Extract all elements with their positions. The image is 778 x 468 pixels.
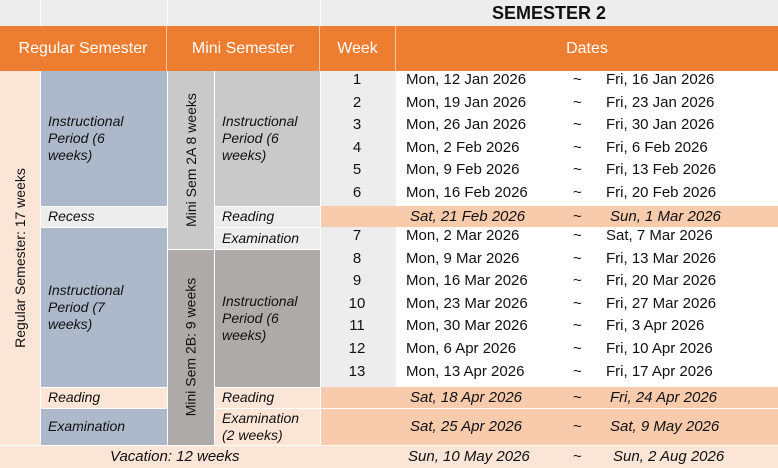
week-number: 1 [352, 71, 362, 88]
week-number: 7 [352, 227, 362, 244]
week-end-date: Sat, 7 Mar 2026 [606, 227, 713, 244]
week-row [320, 315, 778, 338]
reading-start: Sat, 18 Apr 2026 [410, 389, 523, 406]
instructional-period-1: Instructional Period (6 weeks) [40, 71, 167, 206]
week-start-date: Mon, 9 Feb 2026 [406, 161, 520, 179]
title-left-blank [0, 0, 320, 26]
week-start-date: Mon, 23 Mar 2026 [406, 294, 528, 312]
mini-examination-b: Examination (2 weeks) [214, 408, 320, 445]
week-end-date: Fri, 16 Jan 2026 [606, 71, 715, 88]
recess-start: Sat, 21 Feb 2026 [410, 208, 526, 225]
regular-semester-vertical-label: Regular Semester: 17 weeks [12, 168, 29, 348]
recess-cell: Recess [40, 206, 167, 227]
week-number: 11 [349, 317, 365, 335]
week-start-date: Mon, 12 Jan 2026 [406, 71, 527, 88]
exam-end: Sat, 9 May 2026 [610, 418, 720, 435]
week-row [320, 338, 778, 361]
week-end-date: Fri, 20 Feb 2026 [606, 184, 717, 201]
recess-dates [320, 206, 778, 227]
mini-sem-2a-label: Mini Sem 2A 8 weeks [182, 93, 199, 227]
week-row [320, 182, 778, 205]
week-row [320, 361, 778, 384]
week-row [320, 92, 778, 115]
vacation-separator: ~ [573, 448, 582, 465]
week-start-date: Mon, 26 Jan 2026 [406, 116, 527, 134]
week-start-date: Mon, 16 Feb 2026 [406, 184, 528, 201]
week-number: 6 [352, 184, 362, 201]
regular-semester-vertical [0, 71, 40, 445]
recess-end: Sun, 1 Mar 2026 [610, 208, 721, 225]
week-separator: ~ [573, 340, 582, 357]
week-row [320, 270, 778, 293]
mini-sem-2b-vertical [167, 249, 214, 445]
week-separator: ~ [573, 362, 582, 380]
mini-instructional-a: Instructional Period (6 weeks) [214, 71, 320, 206]
week-number: 9 [352, 272, 362, 290]
week-end-date: Fri, 6 Feb 2026 [606, 138, 708, 156]
instructional-period-2: Instructional Period (7 weeks) [40, 227, 167, 387]
reading-dates [320, 387, 778, 408]
week-row [320, 69, 778, 92]
week-row [320, 137, 778, 160]
week-row [320, 225, 778, 248]
week-number: 4 [352, 138, 362, 156]
vacation-end: Sun, 2 Aug 2026 [613, 448, 725, 465]
exam-dates [320, 408, 778, 445]
week-separator: ~ [573, 272, 582, 290]
week-separator: ~ [573, 116, 582, 134]
week-number: 8 [352, 249, 362, 267]
week-separator: ~ [573, 294, 582, 312]
mini-examination-a: Examination [214, 227, 320, 249]
week-start-date: Mon, 16 Mar 2026 [406, 272, 528, 290]
week-number: 12 [348, 340, 366, 357]
semester-title: SEMESTER 2 [320, 0, 778, 26]
week-end-date: Fri, 20 Mar 2026 [606, 272, 717, 290]
week-row [320, 293, 778, 316]
week-end-date: Fri, 10 Apr 2026 [606, 340, 713, 357]
week-end-date: Fri, 17 Apr 2026 [606, 362, 713, 380]
mini-sem-2a-vertical [167, 71, 214, 249]
week-end-date: Fri, 30 Jan 2026 [606, 116, 715, 134]
week-start-date: Mon, 13 Apr 2026 [406, 362, 525, 380]
week-separator: ~ [573, 161, 582, 179]
week-row [320, 159, 778, 182]
header-week: Week [320, 26, 396, 71]
exam-separator: ~ [573, 418, 582, 435]
week-separator: ~ [573, 93, 582, 111]
week-start-date: Mon, 2 Mar 2026 [406, 227, 520, 244]
week-number: 2 [352, 93, 362, 111]
reading-separator: ~ [573, 389, 582, 406]
week-end-date: Fri, 13 Mar 2026 [606, 249, 717, 267]
week-start-date: Mon, 9 Mar 2026 [406, 249, 520, 267]
reading-end: Fri, 24 Apr 2026 [610, 389, 717, 406]
week-start-date: Mon, 19 Jan 2026 [406, 93, 527, 111]
week-end-date: Fri, 13 Feb 2026 [606, 161, 717, 179]
header-dates: Dates [396, 26, 778, 71]
week-end-date: Fri, 3 Apr 2026 [606, 317, 705, 335]
reading-cell: Reading [40, 387, 167, 408]
week-number: 3 [352, 116, 362, 134]
week-start-date: Mon, 6 Apr 2026 [406, 340, 517, 357]
week-number: 13 [348, 362, 366, 380]
week-start-date: Mon, 2 Feb 2026 [406, 138, 520, 156]
week-start-date: Mon, 30 Mar 2026 [406, 317, 528, 335]
exam-start: Sat, 25 Apr 2026 [410, 418, 523, 435]
vacation-row [0, 445, 778, 468]
week-row [320, 248, 778, 271]
week-separator: ~ [573, 227, 582, 244]
week-separator: ~ [573, 71, 582, 88]
week-end-date: Fri, 23 Jan 2026 [606, 93, 715, 111]
week-separator: ~ [573, 184, 582, 201]
vacation-start: Sun, 10 May 2026 [408, 448, 530, 465]
week-separator: ~ [573, 138, 582, 156]
examination-cell: Examination [40, 408, 167, 445]
week-separator: ~ [573, 249, 582, 267]
recess-separator: ~ [573, 208, 582, 225]
week-end-date: Fri, 27 Mar 2026 [606, 294, 717, 312]
mini-reading-a: Reading [214, 206, 320, 227]
week-number: 10 [348, 294, 366, 312]
week-row [320, 114, 778, 137]
week-number: 5 [352, 161, 362, 179]
week-separator: ~ [573, 317, 582, 335]
mini-instructional-b: Instructional Period (6 weeks) [214, 249, 320, 387]
header-regular-semester: Regular Semester [0, 26, 167, 71]
vacation-label: Vacation: 12 weeks [110, 448, 240, 465]
mini-sem-2b-label: Mini Sem 2B: 9 weeks [182, 277, 199, 417]
mini-reading-b: Reading [214, 387, 320, 408]
header-mini-semester: Mini Semester [167, 26, 320, 71]
